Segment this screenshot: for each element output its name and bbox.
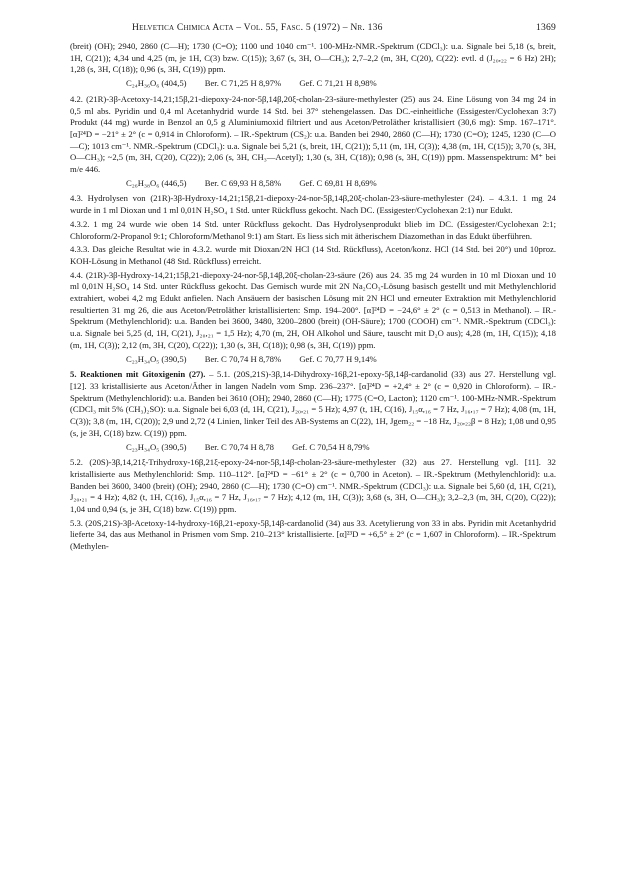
section-title: 5. Reaktionen mit Gitoxigenin (27). bbox=[70, 369, 206, 380]
calculated-values: Ber. C 70,74 H 8,78 bbox=[204, 441, 274, 452]
paragraph: 4.3.3. Das gleiche Resultat wie in 4.3.2. wurde mit Dioxan/2N HCl (14 Std. Rückfluss), Aceton/konz. HCl (14 Std. bei 20°) und 10proz. KOH-Lösung in Methanol (48 Std. Rückfluss) erreicht. bbox=[70, 244, 556, 266]
elemental-analysis bbox=[70, 178, 556, 190]
calculated-values: Ber. C 69,93 H 8,58% bbox=[204, 177, 282, 188]
molecular-formula: C₂₆H₃₈O₆ (446,5) bbox=[126, 177, 187, 188]
paragraph: 5.3. (20S,21S)-3β-Acetoxy-14-hydroxy-16β,21-epoxy-5β,14β-cardanolid (34) aus 33. Acetylierung von 33 in abs. Pyridin mit Acetanhydrid lieferte 34, das aus Methanol in Prismen vom Smp. 210–213° kristallisierte. [α]²³D = +6,5° ± 2° (c = 1,607 in Chloroform). – IR.-Spektrum (Methylen- bbox=[70, 517, 556, 552]
found-values: Gef. C 71,21 H 8,98% bbox=[299, 78, 377, 89]
paragraph: 5.2. (20S)-3β,14,21ξ-Trihydroxy-16β,21ξ-epoxy-24-nor-5β,14β-cholan-23-säure-methylester (32) aus 27. Herstellung vgl. [11]. 32 kristallisierte aus Methylenchlorid: Smp. 110–112°. [α]²⁴D = −61° ± 2° (c = 0,700 in Aceton). – IR.-Spektrum (Methylenchlorid): u.a. Banden bei 3600, 3400 (breit) (OH); 2940, 2860 (C—H); 1730 (C=O) cm⁻¹. NMR.-Spektrum (CDCl₃): u.a. Signale bei 5,60 (d, 1H, C(21), J₂₀,₂₁ = 4 Hz); 4,82 (t, 1H, C(16), J₁₅α,₁₆ = 7 Hz, J₁₆,₁₇ = 7 Hz); 4,12 (m, 1H, C(3)); 3,68 (s, 3H, O—CH₃); 3,2–2,3 (m, 3H, C(20), C(22)); 1,04 und 0,94 (s, je 3H, C(18) bzw. C(19)) ppm. bbox=[70, 457, 556, 515]
calculated-values: Ber. C 71,25 H 8,97% bbox=[204, 78, 282, 89]
paragraph: 4.4. (21R)-3β-Hydroxy-14,21;15β,21-diepoxy-24-nor-5β,14β,20ξ-cholan-23-säure (26) aus 24. 35 mg 24 wurden in 10 ml Dioxan und 10 ml 0,01N H₂SO₄ 14 Std. unter Rückfluss gekocht. Das Gemisch wurde mit 2N Na₂CO₃-Lösung basisch gestellt und mit Methylenchlorid extrahiert, wobei 4,2 mg Edukt anfielen. Nach Ansäuern der basischen Lösung mit 2N HCl und erneuter Extraktion mit Methylenchlorid resultierten 31 mg 26, die aus Aceton/Petroläther kristallisierten: Smp. 194–200°. [α]²⁴D = −24,6° ± 2° (c = 0,513 in Methanol). – IR.-Spektrum (Methylenchlorid): u.a. Banden bei 3600, 3480, 3200–2800 (breit) (OH-Säure); 1700 (COOH) cm⁻¹. NMR.-Spektrum (CDCl₃): u.a. Signale bei 5,25 (d, 1H, C(21), J₂₀,₂₁ = 1,5 Hz); 4,70 (m, 2H, OH Alkohol und Säure, tauscht mit D₂O aus); 4,28 (m, 1H, C(15)); 4,18 (m, 1H, C(3)); 2,12 (m, 3H, C(20), C(22)); 1,30 (s, 3H, C(18)); 0,98 (s, 3H, C(19)) ppm. bbox=[70, 269, 556, 350]
calculated-values: Ber. C 70,74 H 8,78% bbox=[204, 353, 282, 364]
paragraph: 4.3. Hydrolysen von (21R)-3β-Hydroxy-14,21;15β,21-diepoxy-24-nor-5β,14β,20ξ-cholan-23-säure-methylester (24). – 4.3.1. 1 mg 24 wurde in 1 ml Dioxan und 1 ml 0,01N H₂SO₄ 1 Std. unter Rückfluss gekocht. Nach DC. (Essigester/Cyclohexan 2:1) nur Edukt. bbox=[70, 193, 556, 216]
section-text: – 5.1. (20S,21S)-3β,14-Dihydroxy-16β,21-epoxy-5β,14β-cardanolid (33) aus 27. Herstellung vgl. [12]. 33 kristallisierte aus Aceton/Äther in langen Nadeln vom Smp. 236–237°. [α]²⁴D = +2,4° ± 2° (c = 0,920 in Chloroform). – IR.-Spektrum (Methylenchlorid): u.a. Banden bei 3610 (OH); 2940, 2860 (C—H); 1775 (C=O, Lacton); 1120 cm⁻¹. 100-MHz-NMR.-Spektrum (CDCl₃ mit 5% (CH₃)₂SO): u.a. Signale bei 6,03 (d, 1H, C(21), J₂₀,₂₁ = 5 Hz); 4,97 (t, 1H, C(16), J₁₅α,₁₆ = 7 Hz, J₁₆,₁₇ = 7 Hz); 4,08 (m, 1H, C(3)); 3,8 (m, 1H, C(20)); 2,9 und 2,72 (4 Linien, linker Teil des AB-Systems an C(22), 1H, Jgem₂₂ = −18 Hz, J₂₀,₂₂β = 8 Hz); 1,08 und 0,95 (s, je 3H, C(18) bzw. C(19)) ppm. bbox=[70, 369, 556, 438]
found-values: Gef. C 69,81 H 8,69% bbox=[299, 177, 377, 188]
elemental-analysis bbox=[70, 354, 556, 366]
section-paragraph bbox=[70, 369, 556, 439]
paragraph: (breit) (OH); 2940, 2860 (C—H); 1730 (C=O); 1100 und 1040 cm⁻¹. 100-MHz-NMR.-Spektrum (CDCl₃): u.a. Signale bei 5,18 (s, breit, 1H, C(21)); 4,34 und 4,25 (m, je 1H, C(3) bzw. C(15)); 3,67 (s, 3H, O—CH₃); 2,7–2,2 (m, 3H, C(20), C(22): evtl. d (J₂₀,₂₂ = 6 Hz) 2H); 1,28 (s, 3H, C(18)); 0,96 (s, 3H, C(19)) ppm. bbox=[70, 41, 556, 75]
molecular-formula: C₂₄H₃₆O₆ (404,5) bbox=[126, 78, 187, 89]
page-number: 1369 bbox=[536, 22, 556, 33]
paragraph: 4.2. (21R)-3β-Acetoxy-14,21;15β,21-diepoxy-24-nor-5β,14β,20ξ-cholan-23-säure-methylester (25) aus 24. Eine Lösung von 34 mg 24 in 0,5 ml abs. Pyridin und 0,4 ml Acetanhydrid wurde 14 Std. bei 37° stehengelassen. Das DC.-einheitliche (Essigester/Cyclohexan 3:7) Produkt (44 mg) wurde in Benzol an 0,5 g Aluminiumoxid filtriert und aus Aceton/Petroläther kristallisiert (30,6 mg): Smp. 167–171°. [α]²⁴D = −21° ± 2° (c = 0,914 in Chloroform). – IR.-Spektrum (CS₂): u.a. Banden bei 2940, 2860 (C—H); 1730 (C=O); 1245, 1230 (C—O—C); 1013 cm⁻¹. NMR.-Spektrum (CDCl₃): u.a. Signale bei 5,21 (s, breit, 1H, C(21)); 5,11 (m, 1H, C(3)); 4,38 (m, 1H, C(15)); 3,70 (s, 3H, O—CH₃); ~2,5 (m, 3H, C(20), C(22)); 2,06 (s, 3H, CH₃—Acetyl); 1,30 (s, 3H, C(18)); 0,98 (s, 3H, C(19)) ppm. Massenspektrum: M⁺ bei m/e 446. bbox=[70, 93, 556, 175]
paragraph: 4.3.2. 1 mg 24 wurde wie oben 14 Std. unter Rückfluss gekocht. Das Hydrolysenprodukt blieb im DC. (Essigester/Cyclohexan 2:1; Chloroform/2-Propanol 9:1; Chloroform/Methanol 9:1) am Start. Es liess sich mit ätherischem Diazomethan in das Edukt überführen. bbox=[70, 218, 556, 241]
elemental-analysis bbox=[70, 78, 556, 90]
article-body bbox=[70, 41, 556, 553]
molecular-formula: C₂₃H₃₄O₅ (390,5) bbox=[126, 441, 187, 452]
running-header bbox=[70, 22, 556, 33]
elemental-analysis bbox=[70, 442, 556, 454]
found-values: Gef. C 70,54 H 8,79% bbox=[292, 441, 370, 452]
molecular-formula: C₂₃H₃₄O₅ (390,5) bbox=[126, 353, 187, 364]
journal-title: Helvetica Chimica Acta – Vol. 55, Fasc. 5 (1972) – Nr. 136 bbox=[132, 22, 383, 33]
found-values: Gef. C 70,77 H 9,14% bbox=[299, 353, 377, 364]
